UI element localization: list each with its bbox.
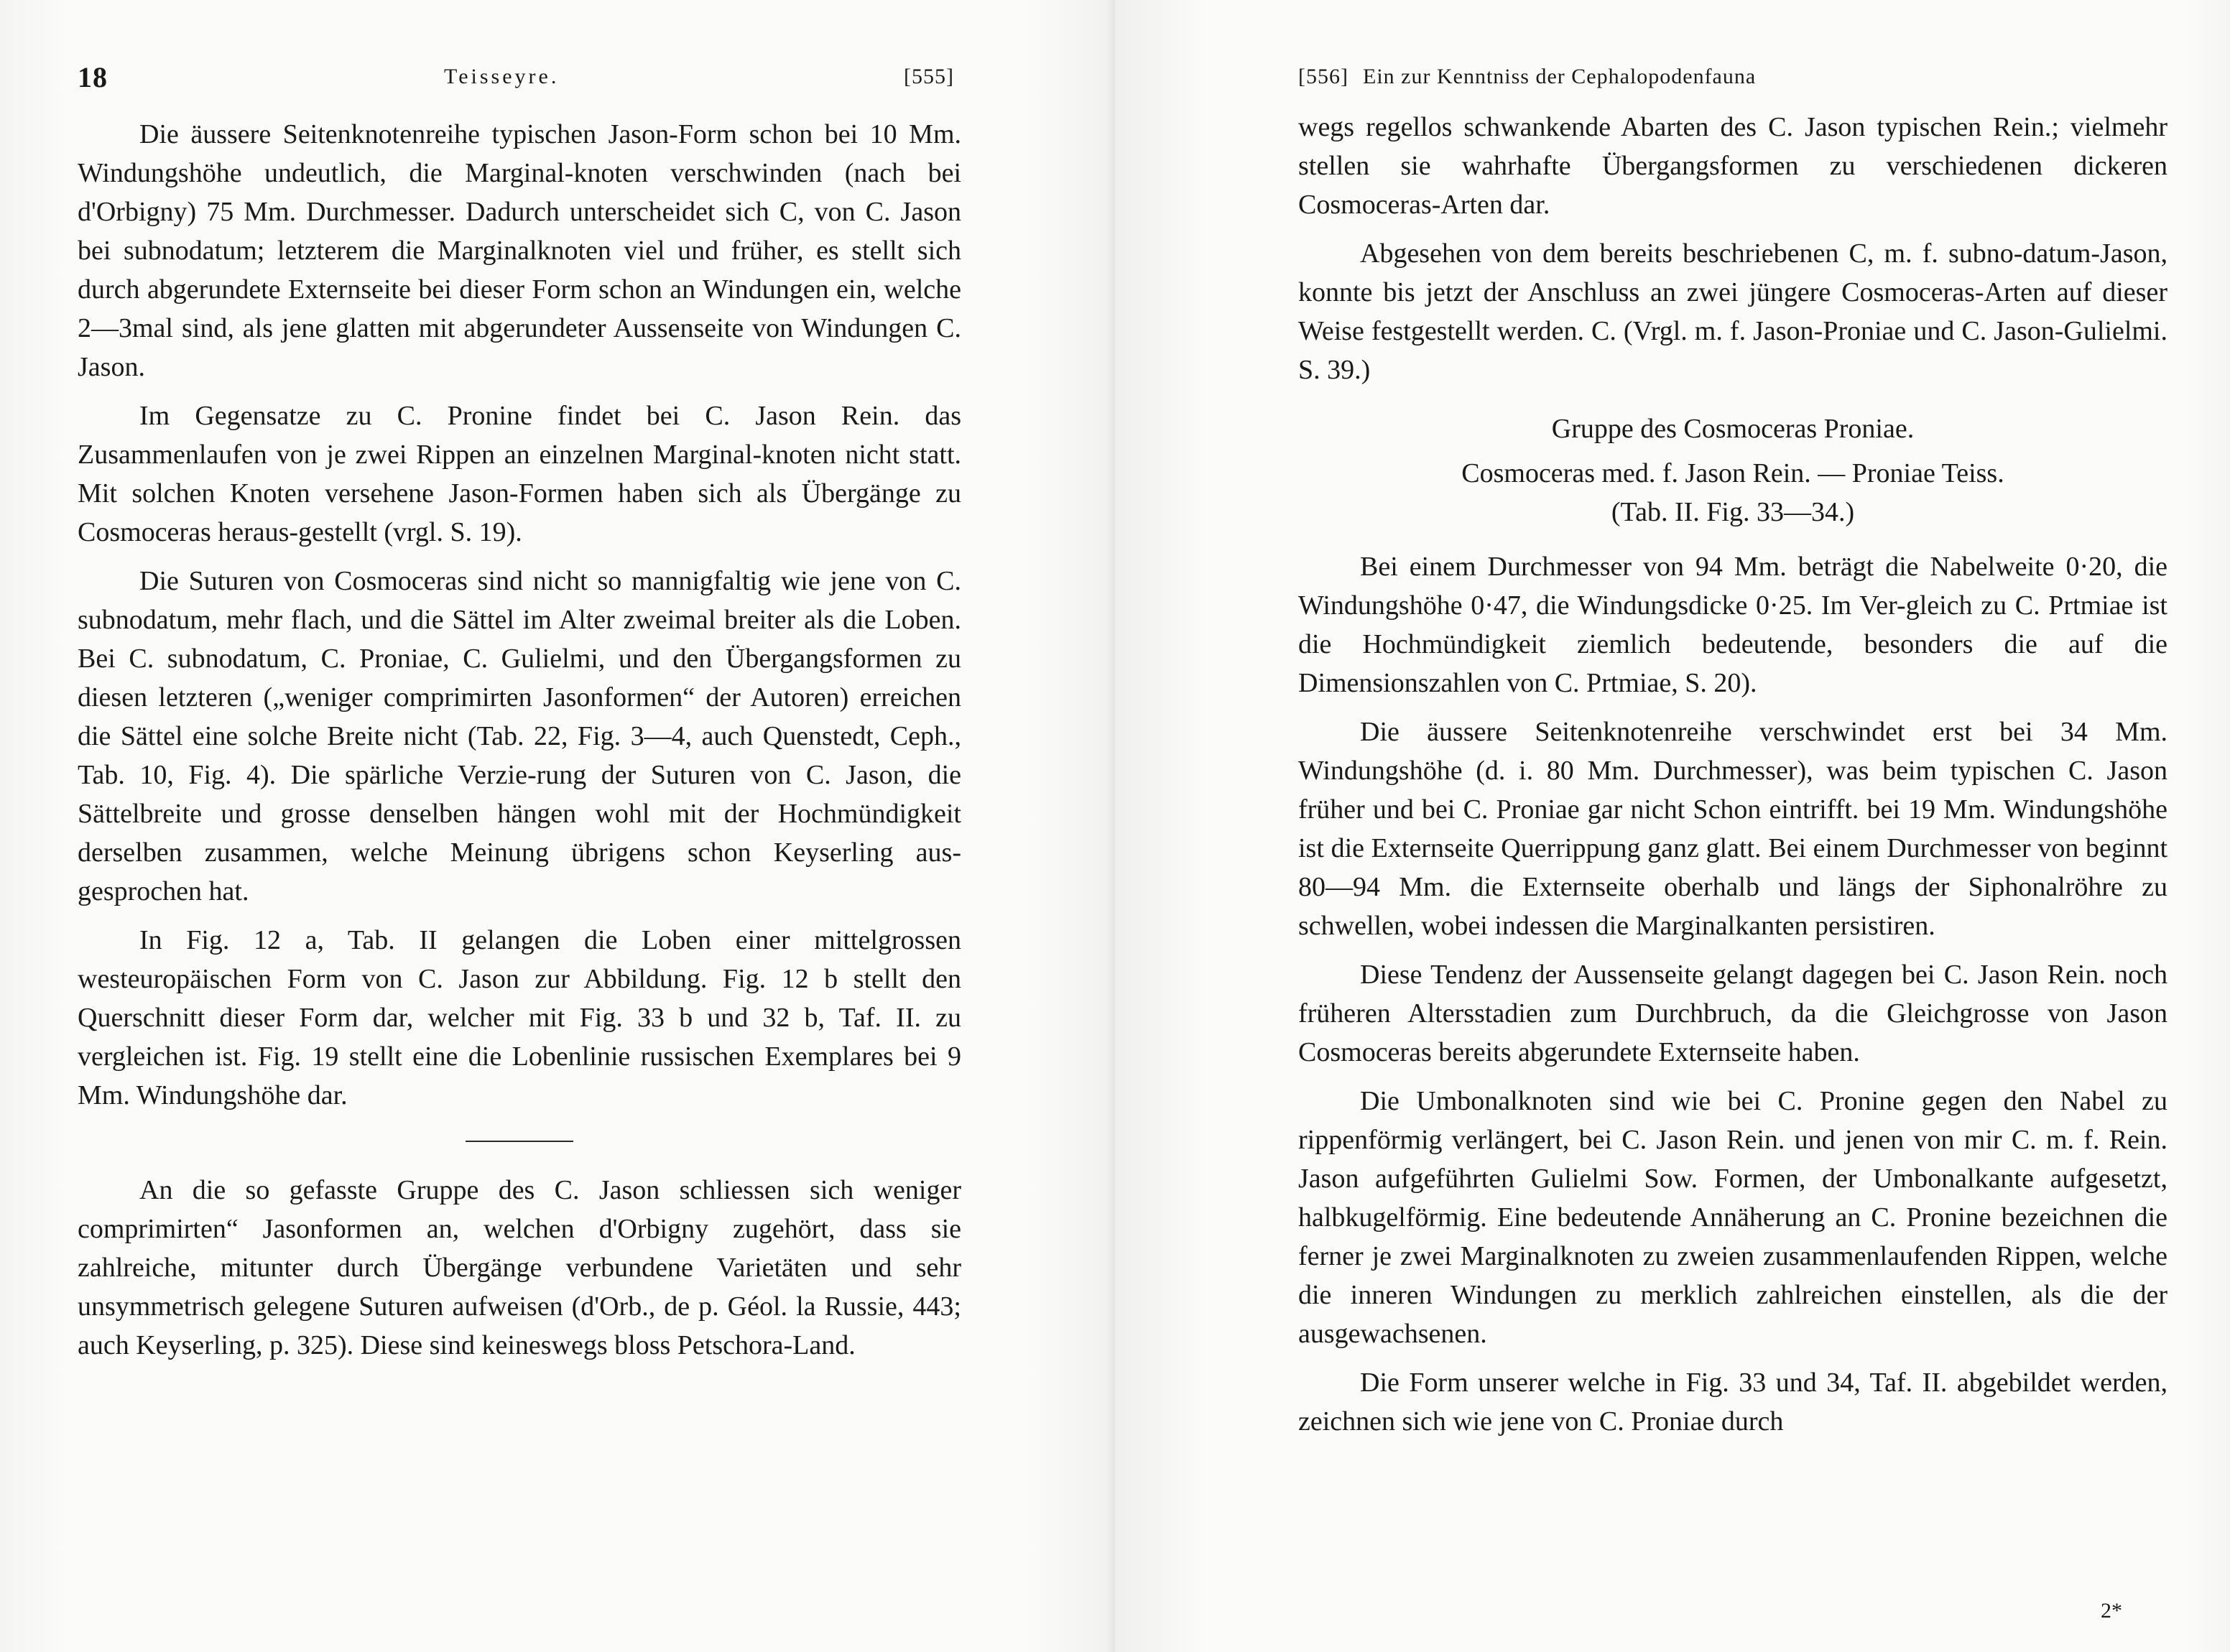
paragraph: Bei einem Durchmesser von 94 Mm. beträgt die Nabelweite 0·20, die Windungshöhe 0·47, die Windungsdicke 0·25. Im Ver-gleich zu C. Prtmiae ist die Hochmündigkeit ziemlich bedeutende, besonders die auf die Dimensionszahlen von C. Prtmiae, S. 20). (1298, 552, 2167, 698)
paragraph: Abgesehen von dem bereits beschriebenen C, m. f. subno-datum-Jason, konnte bis jetzt der Anschluss an zwei jüngere Cosmoceras-Arten auf dieser Weise festgestellt werden. C. (Vrgl. m. f. Jason-Proniae und C. Jason-Gulielmi. S. 39.) (1298, 238, 2167, 385)
paragraph: Die äussere Seitenknotenreihe typischen Jason-Form schon bei 10 Mm. Windungshöhe undeutlich, die Marginal-knoten verschwinden (nach bei d'Orbigny) 75 Mm. Durchmesser. Dadurch unterscheidet sich C, von C. Jason bei subnodatum; letzterem die Marginalknoten viel und früher, es stellt sich durch abgerundete Externseite bei dieser Form schon an Windungen ein, welche 2—3mal sind, als jene glatten mit abgerundeter Aussenseite von Windungen C. Jason. (78, 119, 961, 382)
paragraph: Die Form unserer welche in Fig. 33 und 34, Taf. II. abgebildet werden, zeichnen sich wie jene von C. Proniae durch (1298, 1368, 2167, 1437)
group-title: Gruppe des Cosmoceras Proniae. (1551, 414, 1915, 444)
species-heading: Cosmoceras med. f. Jason Rein. — Proniae Teiss. (1461, 458, 2004, 488)
original-page-number: [556] (1298, 65, 1348, 88)
page-number: 18 (78, 61, 108, 93)
right-page-header (1298, 65, 2160, 96)
paragraph: Die äussere Seitenknotenreihe verschwindet erst bei 34 Mm. Windungshöhe (d. i. 80 Mm. Durchmesser), was beim typischen C. Jason früher und bei C. Proniae gar nicht Schon eintrifft. bei 19 Mm. Windungshöhe ist die Externseite Querrippung ganz glatt. Bei einem Durchmesser von beginnt 80—94 Mm. die Externseite oberhalb und längs der Siphonalröhre zu schwellen, wobei indessen die Marginalkanten persistiren. (1298, 717, 2167, 941)
plate-reference: (Tab. II. Fig. 33—34.) (1611, 497, 1855, 527)
original-page-number: [555] (904, 65, 954, 88)
paragraph: An die so gefasste Gruppe des C. Jason schliessen sich weniger comprimirten“ Jasonformen an, welchen d'Orbigny zugehört, dass sie zahlreiche, mitunter durch Übergänge verbundene Varietäten und sehr unsymmetrisch gelegene Suturen aufweisen (d'Orb., de p. Géol. la Russie, 443; auch Keyserling, p. 325). Diese sind keineswegs bloss Petschora-Land. (78, 1175, 961, 1360)
paragraph: Die Suturen von Cosmoceras sind nicht so mannigfaltig wie jene von C. subnodatum, mehr flach, und die Sättel im Alter zweimal breiter als die Loben. Bei C. subnodatum, C. Proniae, C. Gulielmi, und den Übergangsformen zu diesen letzteren („weniger comprimirten Jasonformen“ der Autoren) erreichen die Sättel eine solche Breite nicht (Tab. 22, Fig. 3—4, auch Quenstedt, Ceph., Tab. 10, Fig. 4). Die spärliche Verzie-rung der Suturen von C. Jason, die Sättelbreite und grosse denselben hängen wohl mit der Hochmündigkeit derselben zusammen, welche Meinung übrigens schon Keyserling aus-gesprochen hat. (78, 566, 961, 906)
right-page (1115, 0, 2230, 1652)
paragraph: Die Umbonalknoten sind wie bei C. Pronine gegen den Nabel zu rippenförmig verlängert, bei C. Jason Rein. und jenen von mir C. m. f. Rein. Jason aufgeführten Gulielmi Sow. Formen, der Umbonalkante aufgesetzt, halbkugelförmig. Eine bedeutende Annäherung an C. Pronine bezeichnen die ferner je zwei Marginalknoten zu zweien zusammenlaufenden Rippen, welche die inneren Windungen zu merklich zahlreichen einstellen, als die der ausgewachsenen. (1298, 1086, 2167, 1349)
paragraph: wegs regellos schwankende Abarten des C. Jason typischen Rein.; vielmehr stellen sie wahrhafte Übergangsformen zu verschiedenen dickeren Cosmoceras-Arten dar. (1298, 112, 2167, 220)
right-page-body (1298, 108, 2167, 1451)
paragraph: Im Gegensatze zu C. Pronine findet bei C. Jason Rein. das Zusammenlaufen von je zwei Rippen an einzelnen Marginal-knoten nicht statt. Mit solchen Knoten versehene Jason-Formen haben sich als Übergänge zu Cosmoceras heraus-gestellt (vrgl. S. 19). (78, 401, 961, 547)
running-head-title: Ein zur Kenntniss der Cephalopodenfauna (1363, 65, 1757, 88)
left-page-body (78, 115, 961, 1375)
running-head-author: Teisseyre. (444, 65, 560, 88)
left-page-header (78, 61, 954, 96)
paragraph: Diese Tendenz der Aussenseite gelangt dagegen bei C. Jason Rein. noch früheren Altersstadien zum Durchbruch, da die Gleichgrosse von Jason Cosmoceras bereits abgerundete Externseite haben. (1298, 960, 2167, 1067)
section-divider (466, 1141, 573, 1142)
signature-mark: 2* (2101, 1599, 2122, 1623)
paragraph: In Fig. 12 a, Tab. II gelangen die Loben einer mittelgrossen westeuropäischen Form von C. Jason zur Abbildung. Fig. 12 b stellt den Querschnitt dieser Form dar, welcher mit Fig. 33 b und 32 b, Taf. II. zu vergleichen ist. Fig. 19 stellt eine die Lobenlinie russischen Exemplares bei 9 Mm. Windungshöhe dar. (78, 925, 961, 1110)
